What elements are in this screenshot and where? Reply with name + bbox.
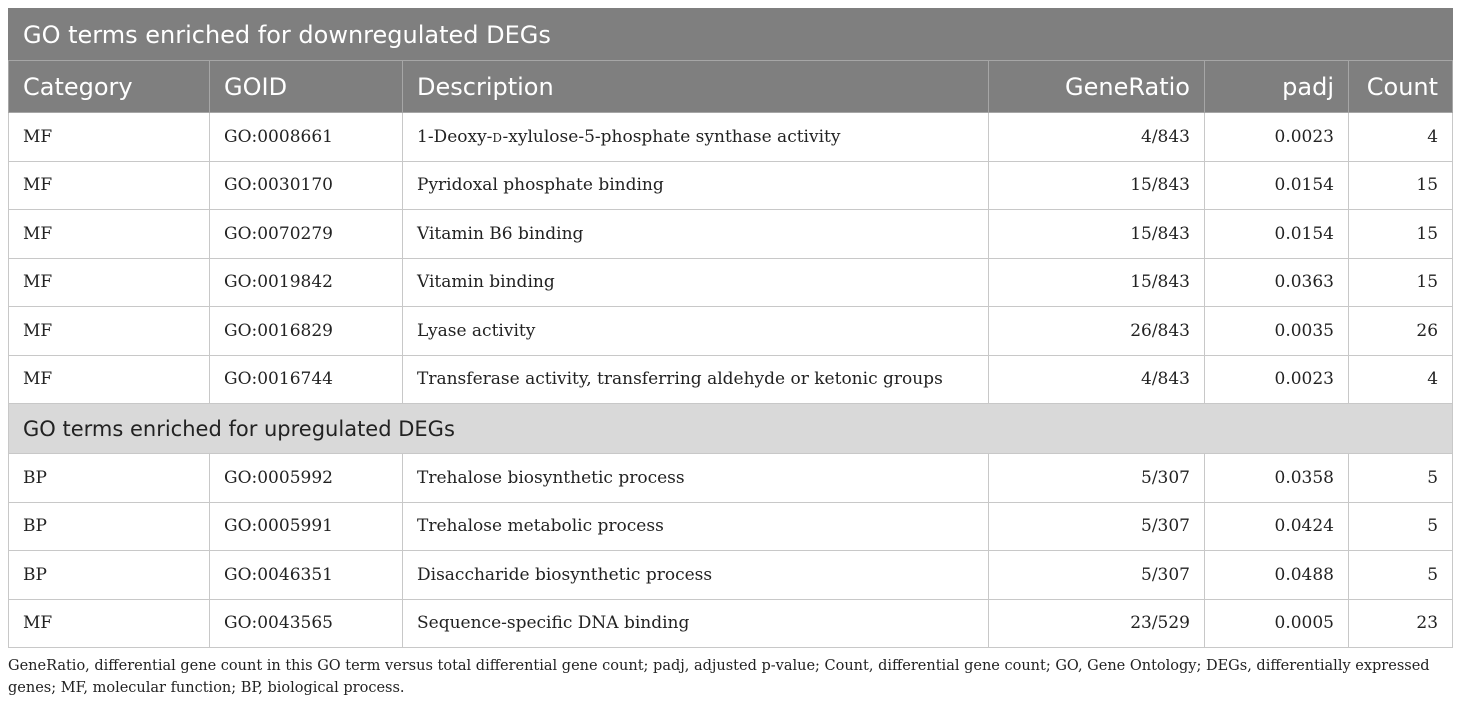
cell-goid: GO:0016829 bbox=[210, 307, 403, 356]
cell-padj: 0.0005 bbox=[1205, 599, 1349, 648]
cell-goid: GO:0019842 bbox=[210, 258, 403, 307]
cell-category: BP bbox=[9, 551, 210, 600]
table-footnote: GeneRatio, differential gene count in this GO term versus total differential gene count; padj, adjusted p-value; Count, differential gene count; GO, Gene Ontology; DEGs, differentially expressed genes; MF, molecular function; BP, biological process. bbox=[8, 658, 1430, 696]
up-section-title: GO terms enriched for upregulated DEGs bbox=[9, 404, 1453, 454]
table-title: GO terms enriched for downregulated DEGs bbox=[9, 9, 1453, 61]
cell-gene-ratio: 15/843 bbox=[989, 161, 1205, 210]
cell-category: MF bbox=[9, 161, 210, 210]
header-description: Description bbox=[403, 61, 989, 113]
table-title-row bbox=[9, 9, 1453, 61]
cell-gene-ratio: 26/843 bbox=[989, 307, 1205, 356]
section-header-row bbox=[9, 404, 1453, 454]
cell-count: 15 bbox=[1349, 210, 1453, 259]
cell-category: MF bbox=[9, 307, 210, 356]
cell-gene-ratio: 5/307 bbox=[989, 551, 1205, 600]
cell-description: Trehalose metabolic process bbox=[403, 502, 989, 551]
table-row bbox=[9, 113, 1453, 162]
cell-category: MF bbox=[9, 113, 210, 162]
cell-gene-ratio: 4/843 bbox=[989, 355, 1205, 404]
table-row bbox=[9, 210, 1453, 259]
small-caps-d: D bbox=[492, 130, 503, 145]
cell-category: BP bbox=[9, 454, 210, 503]
cell-count: 5 bbox=[1349, 502, 1453, 551]
header-category: Category bbox=[9, 61, 210, 113]
cell-count: 23 bbox=[1349, 599, 1453, 648]
description-part: 1-Deoxy- bbox=[417, 126, 493, 147]
cell-padj: 0.0154 bbox=[1205, 161, 1349, 210]
cell-description: Disaccharide biosynthetic process bbox=[403, 551, 989, 600]
cell-goid: GO:0046351 bbox=[210, 551, 403, 600]
table-row bbox=[9, 258, 1453, 307]
go-enrichment-table bbox=[8, 8, 1453, 648]
cell-goid: GO:0030170 bbox=[210, 161, 403, 210]
cell-count: 15 bbox=[1349, 258, 1453, 307]
header-goid: GOID bbox=[210, 61, 403, 113]
cell-goid: GO:0005991 bbox=[210, 502, 403, 551]
cell-padj: 0.0154 bbox=[1205, 210, 1349, 259]
cell-count: 5 bbox=[1349, 551, 1453, 600]
description-part: -xylulose-5-phosphate synthase activity bbox=[502, 126, 841, 147]
cell-description: Trehalose biosynthetic process bbox=[403, 454, 989, 503]
cell-category: MF bbox=[9, 210, 210, 259]
cell-category: BP bbox=[9, 502, 210, 551]
cell-gene-ratio: 15/843 bbox=[989, 258, 1205, 307]
header-padj: padj bbox=[1205, 61, 1349, 113]
cell-gene-ratio: 5/307 bbox=[989, 454, 1205, 503]
cell-description: Transferase activity, transferring aldehyde or ketonic groups bbox=[403, 355, 989, 404]
cell-padj: 0.0023 bbox=[1205, 355, 1349, 404]
cell-padj: 0.0023 bbox=[1205, 113, 1349, 162]
cell-gene-ratio: 4/843 bbox=[989, 113, 1205, 162]
cell-gene-ratio: 15/843 bbox=[989, 210, 1205, 259]
table-row bbox=[9, 502, 1453, 551]
cell-goid: GO:0008661 bbox=[210, 113, 403, 162]
cell-padj: 0.0035 bbox=[1205, 307, 1349, 356]
cell-count: 4 bbox=[1349, 355, 1453, 404]
cell-goid: GO:0043565 bbox=[210, 599, 403, 648]
cell-goid: GO:0016744 bbox=[210, 355, 403, 404]
cell-description: Pyridoxal phosphate binding bbox=[403, 161, 989, 210]
cell-goid: GO:0005992 bbox=[210, 454, 403, 503]
cell-description: Lyase activity bbox=[403, 307, 989, 356]
cell-category: MF bbox=[9, 599, 210, 648]
header-gene-ratio: GeneRatio bbox=[989, 61, 1205, 113]
cell-category: MF bbox=[9, 258, 210, 307]
cell-padj: 0.0424 bbox=[1205, 502, 1349, 551]
cell-description bbox=[403, 113, 989, 162]
column-header-row bbox=[9, 61, 1453, 113]
header-count: Count bbox=[1349, 61, 1453, 113]
cell-description: Vitamin B6 binding bbox=[403, 210, 989, 259]
cell-count: 26 bbox=[1349, 307, 1453, 356]
table-row bbox=[9, 599, 1453, 648]
cell-description: Sequence-specific DNA binding bbox=[403, 599, 989, 648]
cell-count: 5 bbox=[1349, 454, 1453, 503]
cell-category: MF bbox=[9, 355, 210, 404]
cell-description: Vitamin binding bbox=[403, 258, 989, 307]
table-row bbox=[9, 307, 1453, 356]
go-enrichment-table-container bbox=[8, 8, 1452, 648]
cell-gene-ratio: 5/307 bbox=[989, 502, 1205, 551]
cell-count: 4 bbox=[1349, 113, 1453, 162]
cell-gene-ratio: 23/529 bbox=[989, 599, 1205, 648]
cell-padj: 0.0363 bbox=[1205, 258, 1349, 307]
table-row bbox=[9, 454, 1453, 503]
table-row bbox=[9, 355, 1453, 404]
table-row bbox=[9, 551, 1453, 600]
table-row bbox=[9, 161, 1453, 210]
cell-count: 15 bbox=[1349, 161, 1453, 210]
cell-goid: GO:0070279 bbox=[210, 210, 403, 259]
cell-padj: 0.0488 bbox=[1205, 551, 1349, 600]
cell-padj: 0.0358 bbox=[1205, 454, 1349, 503]
